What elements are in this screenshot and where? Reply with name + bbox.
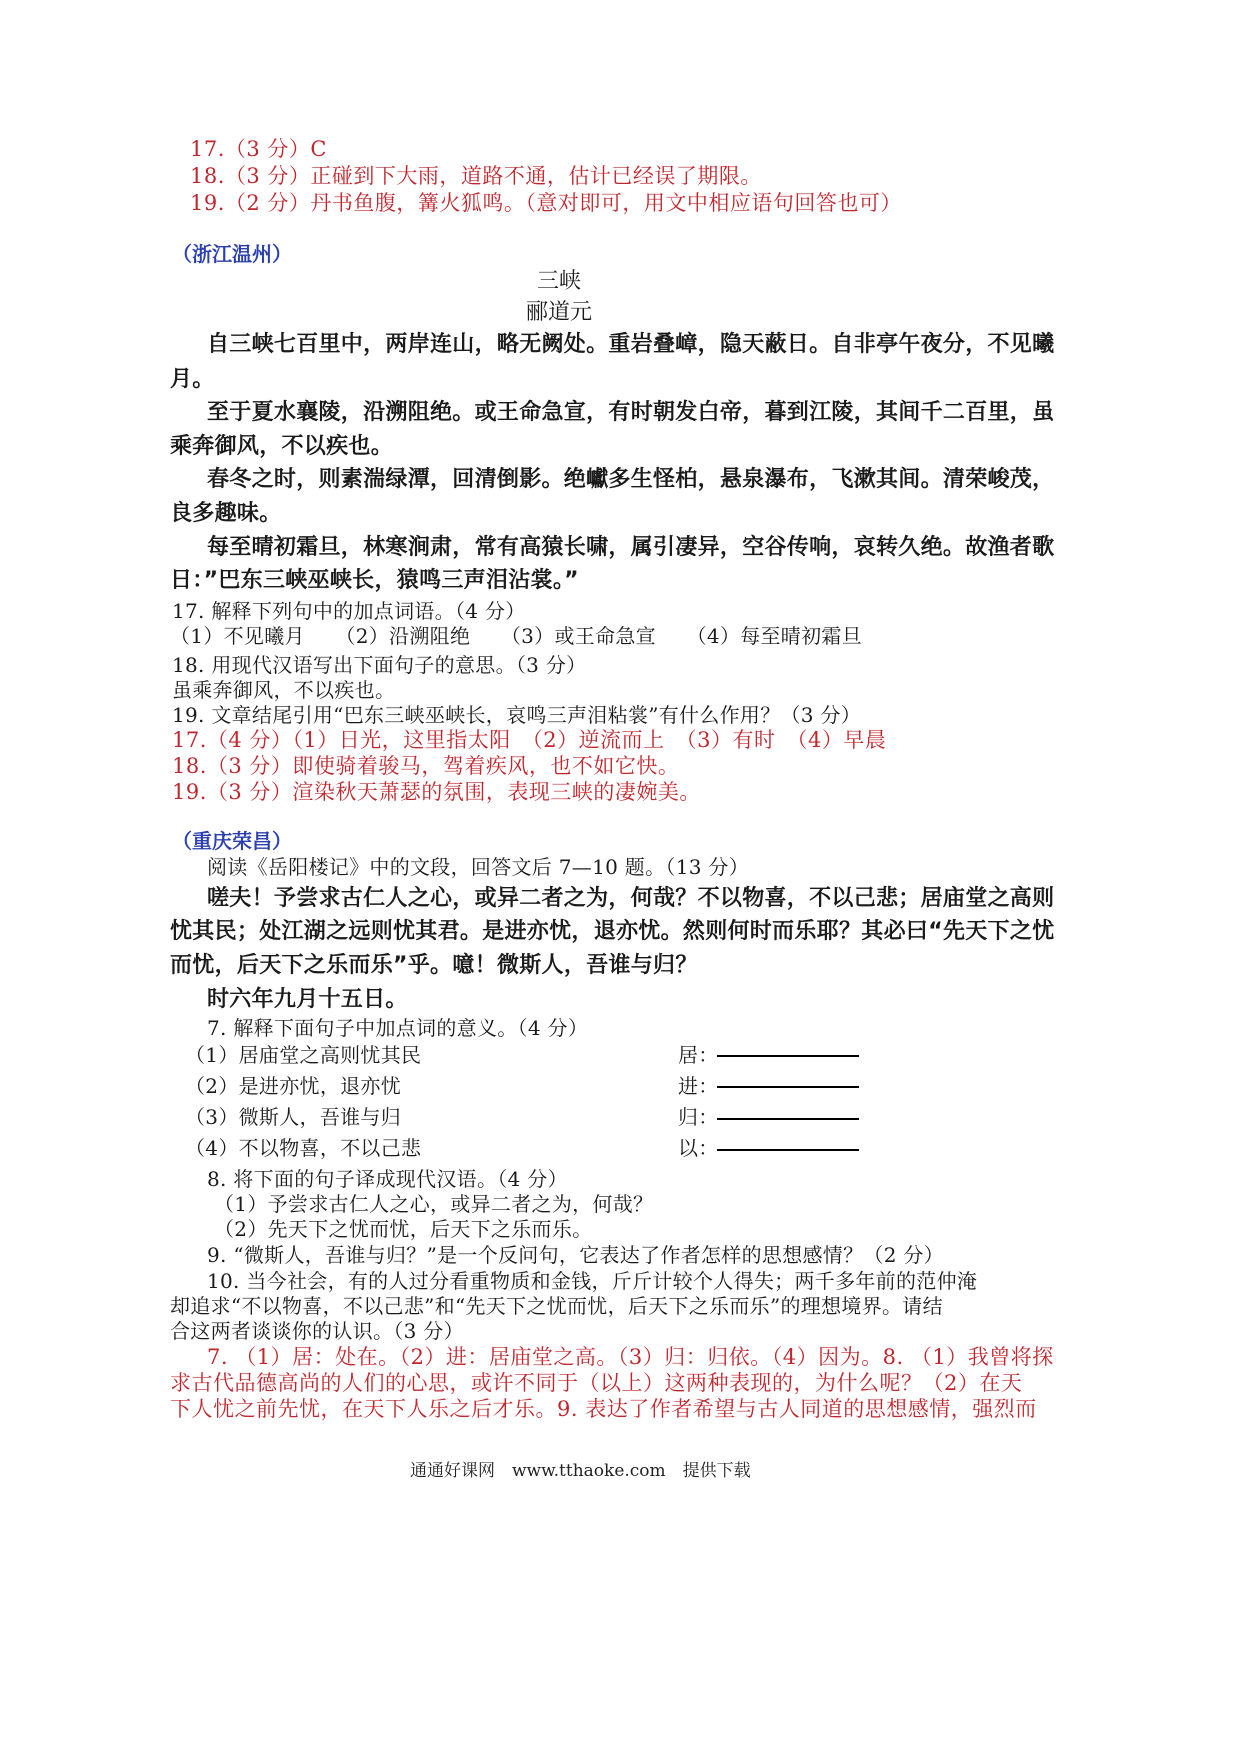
passage-line: 时六年九月十五日。 <box>207 987 408 1012</box>
region-heading-chongqing: （重庆荣昌） <box>172 829 292 853</box>
passage-line: 乘奔御风，不以疾也。 <box>170 434 394 459</box>
question-9: 9. “微斯人，吾谁与归？”是一个反问句，它表达了作者怎样的思想感情？（2 分） <box>207 1243 944 1267</box>
answer-line: 19.（3 分）渲染秋天萧瑟的氛围，表现三峡的凄婉美。 <box>172 780 701 804</box>
q7-item: （3）微斯人，吾谁与归 <box>185 1105 402 1129</box>
question-line: 17. 解释下列句中的加点词语。（4 分） <box>172 599 526 623</box>
region-heading-wenzhou: （浙江温州） <box>172 242 292 266</box>
question-line: 虽乘奔御风，不以疾也。 <box>172 678 396 702</box>
passage-line: 而忧，后天下之乐而乐”乎。噫！微斯人，吾谁与归？ <box>170 953 698 978</box>
q7-item: （4）不以物喜，不以己悲 <box>185 1136 422 1160</box>
passage-line: 月。 <box>170 367 215 392</box>
passage-line: 每至晴初霜旦，林寒涧肃，常有高猿长啸，属引凄异，空谷传响，哀转久绝。故渔者歌 <box>207 535 1055 560</box>
page-footer: 通通好课网 www.tthaoke.com 提供下载 <box>410 1461 751 1481</box>
passage-line: 春冬之时，则素湍绿潭，回清倒影。绝巘多生怪柏，悬泉瀑布，飞漱其间。清荣峻茂， <box>207 467 1055 492</box>
question-line: （1）不见曦月 （2）沿溯阻绝 （3）或王命急宣 （4）每至晴初霜旦 <box>170 624 862 648</box>
passage-line: 日：”巴东三峡巫峡长，猿鸣三声泪沾裳。” <box>170 568 579 593</box>
passage-line: 嗟夫！予尝求古仁人之心，或异二者之为，何哉？不以物喜，不以己悲；居庙堂之高则 <box>207 886 1055 911</box>
answer-line: 18.（3 分）即使骑着骏马，驾着疾风，也不如它快。 <box>172 754 680 778</box>
passage-line: 忧其民；处江湖之远则忧其君。是进亦忧，退亦忧。然则何时而乐耶？其必曰“先天下之忧 <box>170 919 1055 944</box>
q8-item: （2）先天下之忧而忧，后天下之乐而乐。 <box>214 1217 593 1241</box>
question-line: 19. 文章结尾引用“巴东三峡巫峡长，哀鸣三声泪粘裳”有什么作用？（3 分） <box>172 703 862 727</box>
answer-line: 下人忧之前先忧，在天下人乐之后才乐。9. 表达了作者希望与古人同道的思想感情，强烈而 <box>170 1397 1037 1421</box>
question-7-title: 7. 解释下面句子中加点词的意义。（4 分） <box>207 1016 589 1040</box>
answer-line: 求古代品德高尚的人们的心思，或许不同于（以上）这两种表现的，为什么呢？（2）在天 <box>170 1371 1023 1395</box>
answer-line: 17.（4 分）（1）日光，这里指太阳 （2）逆流而上 （3）有时 （4）早晨 <box>172 728 887 752</box>
q7-blank-label: 居： <box>678 1043 719 1067</box>
answer-line: 7. （1）居：处在。（2）进：居庙堂之高。（3）归：归依。（4）因为。8. （1）我曾将探 <box>207 1345 1054 1369</box>
question-8-title: 8. 将下面的句子译成现代汉语。（4 分） <box>207 1167 568 1191</box>
q8-item: （1）予尝求古仁人之心，或异二者之为，何哉？ <box>214 1192 654 1216</box>
q7-blank-label: 进： <box>678 1074 719 1098</box>
question-10-line: 却追求“不以物喜，不以己悲”和“先天下之忧而忧，后天下之乐而乐”的理想境界。请结 <box>170 1294 943 1318</box>
reading-intro: 阅读《岳阳楼记》中的文段，回答文后 7—10 题。（13 分） <box>207 855 749 879</box>
passage-line: 良多趣味。 <box>170 501 282 526</box>
prev-answer-19: 19.（2 分）丹书鱼腹，篝火狐鸣。（意对即可，用文中相应语句回答也可） <box>190 191 902 215</box>
passage-line: 至于夏水襄陵，沿溯阻绝。或王命急宣，有时朝发白帝，暮到江陵，其间千二百里，虽 <box>207 400 1055 425</box>
q7-item: （2）是进亦忧，退亦忧 <box>185 1074 402 1098</box>
prev-answer-17: 17.（3 分）C <box>190 137 328 161</box>
q7-blank-label: 归： <box>678 1105 719 1129</box>
q7-item: （1）居庙堂之高则忧其民 <box>185 1043 422 1067</box>
poem-title: 三峡 <box>537 269 582 294</box>
passage-line: 自三峡七百里中，两岸连山，略无阙处。重岩叠嶂，隐天蔽日。自非亭午夜分，不见曦 <box>207 332 1055 357</box>
question-10-line: 10. 当今社会，有的人过分看重物质和金钱，斤斤计较个人得失；两千多年前的范仲淹 <box>207 1269 978 1293</box>
answer-blank[interactable] <box>717 1118 859 1120</box>
answer-blank[interactable] <box>717 1149 859 1151</box>
answer-blank[interactable] <box>717 1055 859 1057</box>
q7-blank-label: 以： <box>678 1136 719 1160</box>
poem-author: 郦道元 <box>526 300 593 325</box>
question-10-line: 合这两者谈谈你的认识。（3 分） <box>170 1319 464 1343</box>
question-line: 18. 用现代汉语写出下面句子的意思。（3 分） <box>172 653 587 677</box>
answer-blank[interactable] <box>717 1086 859 1088</box>
prev-answer-18: 18.（3 分）正碰到下大雨，道路不通，估计已经误了期限。 <box>190 164 762 188</box>
